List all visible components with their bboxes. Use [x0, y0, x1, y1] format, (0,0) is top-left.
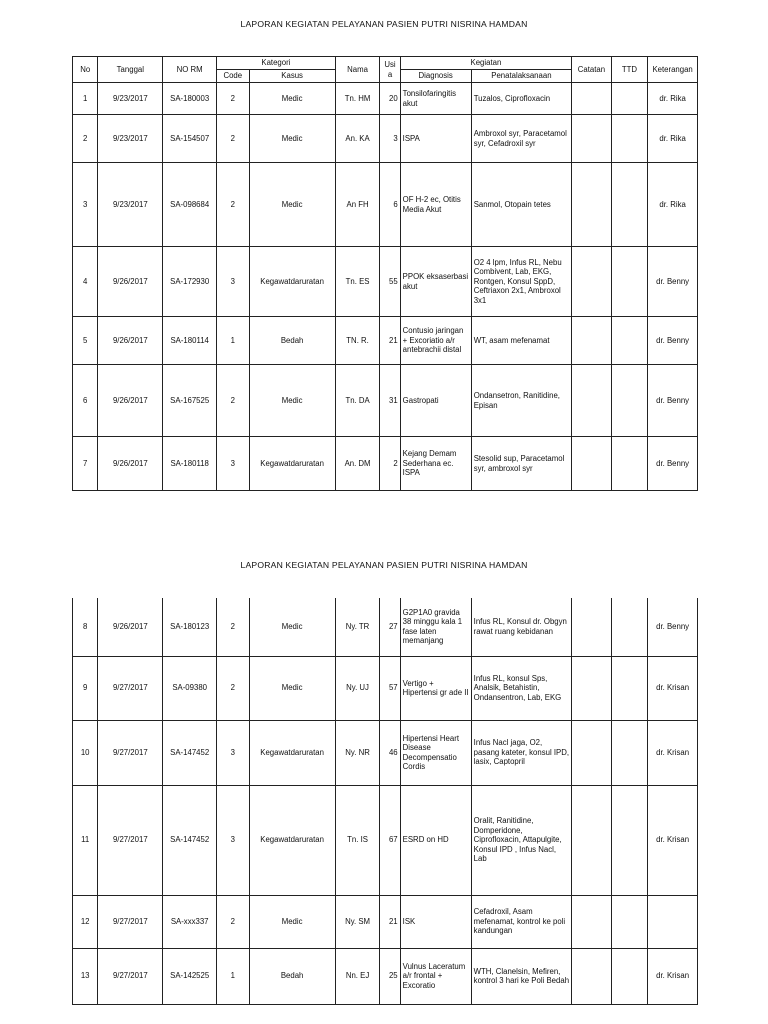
cell-no: 2	[73, 115, 98, 163]
header-kegiatan: Kegiatan	[400, 57, 571, 70]
cell-keterangan: dr. Benny	[648, 365, 698, 437]
report-table	[72, 56, 698, 491]
report-page-1	[0, 0, 768, 478]
cell-penatalaksanaan: Infus RL, Konsul dr. Obgyn rawat ruang kebidanan	[471, 598, 571, 656]
table-row	[73, 163, 698, 247]
header-ttd: TTD	[611, 57, 648, 83]
cell-tanggal: 9/23/2017	[98, 83, 163, 115]
cell-ttd	[611, 247, 648, 317]
cell-penatalaksanaan: Infus Nacl jaga, O2, pasang kateter, konsul IPD, lasix, Captopril	[471, 720, 571, 785]
header-diagnosis: Diagnosis	[400, 70, 471, 83]
cell-keterangan: dr. Krisan	[648, 785, 698, 895]
cell-no-rm: SA-167525	[163, 365, 217, 437]
table-row	[73, 437, 698, 491]
cell-catatan	[572, 365, 612, 437]
cell-catatan	[572, 247, 612, 317]
cell-kasus: Bedah	[249, 317, 335, 365]
cell-diagnosis: ISPA	[400, 115, 471, 163]
cell-tanggal: 9/26/2017	[98, 598, 163, 656]
cell-ttd	[611, 948, 648, 1004]
cell-usia: 2	[380, 437, 400, 491]
header-no: No	[73, 57, 98, 83]
cell-no-rm: SA-180123	[163, 598, 217, 656]
table-row	[73, 895, 698, 948]
table-row	[73, 656, 698, 720]
cell-tanggal: 9/26/2017	[98, 437, 163, 491]
cell-no: 9	[73, 656, 98, 720]
cell-diagnosis: Contusio jaringan + Excoriatio a/r antebrachii distal	[400, 317, 471, 365]
cell-usia: 31	[380, 365, 400, 437]
cell-keterangan: dr. Krisan	[648, 720, 698, 785]
cell-tanggal: 9/26/2017	[98, 365, 163, 437]
cell-catatan	[572, 720, 612, 785]
cell-diagnosis: Vulnus Laceratum a/r frontal + Excoratio	[400, 948, 471, 1004]
cell-no-rm: SA-xxx337	[163, 895, 217, 948]
cell-catatan	[572, 598, 612, 656]
cell-kasus: Kegawatdaruratan	[249, 785, 335, 895]
cell-diagnosis: Hipertensi Heart Disease Decompensatio Cordis	[400, 720, 471, 785]
cell-keterangan: dr. Benny	[648, 247, 698, 317]
cell-catatan	[572, 83, 612, 115]
cell-no: 1	[73, 83, 98, 115]
cell-nama: Nn. EJ	[335, 948, 380, 1004]
table-row	[73, 785, 698, 895]
cell-keterangan: dr. Rika	[648, 83, 698, 115]
cell-keterangan: dr. Benny	[648, 437, 698, 491]
cell-no: 7	[73, 437, 98, 491]
cell-nama: An. KA	[335, 115, 380, 163]
header-kasus: Kasus	[249, 70, 335, 83]
cell-no: 11	[73, 785, 98, 895]
cell-no: 10	[73, 720, 98, 785]
cell-keterangan: dr. Benny	[648, 317, 698, 365]
report-page-2	[0, 550, 768, 990]
cell-tanggal: 9/27/2017	[98, 656, 163, 720]
cell-kasus: Medic	[249, 83, 335, 115]
cell-kasus: Kegawatdaruratan	[249, 720, 335, 785]
cell-usia: 25	[380, 948, 400, 1004]
cell-no: 5	[73, 317, 98, 365]
report-title: LAPORAN KEGIATAN PELAYANAN PASIEN PUTRI NISRINA HAMDAN	[240, 19, 528, 29]
cell-diagnosis: Tonsilofaringitis akut	[400, 83, 471, 115]
cell-code: 2	[217, 895, 249, 948]
cell-kasus: Kegawatdaruratan	[249, 247, 335, 317]
cell-usia: 67	[380, 785, 400, 895]
cell-keterangan: dr. Krisan	[648, 948, 698, 1004]
cell-penatalaksanaan: Cefadroxil, Asam mefenamat, kontrol ke poli kandungan	[471, 895, 571, 948]
cell-code: 1	[217, 948, 249, 1004]
cell-code: 3	[217, 720, 249, 785]
cell-no: 6	[73, 365, 98, 437]
table-row	[73, 365, 698, 437]
cell-catatan	[572, 785, 612, 895]
header-catatan: Catatan	[572, 57, 612, 83]
cell-tanggal: 9/27/2017	[98, 948, 163, 1004]
header-nama: Nama	[335, 57, 380, 83]
cell-diagnosis: Vertigo + Hipertensi gr ade II	[400, 656, 471, 720]
cell-diagnosis: G2P1A0 gravida 38 minggu kala 1 fase laten memanjang	[400, 598, 471, 656]
cell-no-rm: SA-098684	[163, 163, 217, 247]
cell-no-rm: SA-180114	[163, 317, 217, 365]
cell-code: 2	[217, 115, 249, 163]
cell-penatalaksanaan: WT, asam mefenamat	[471, 317, 571, 365]
cell-kasus: Medic	[249, 115, 335, 163]
cell-usia: 21	[380, 895, 400, 948]
cell-tanggal: 9/26/2017	[98, 317, 163, 365]
cell-penatalaksanaan: Stesolid sup, Paracetamol syr, ambroxol syr	[471, 437, 571, 491]
cell-catatan	[572, 317, 612, 365]
cell-ttd	[611, 720, 648, 785]
cell-diagnosis: Gastropati	[400, 365, 471, 437]
cell-ttd	[611, 785, 648, 895]
header-usia: Usia	[380, 57, 400, 83]
cell-kasus: Medic	[249, 895, 335, 948]
cell-penatalaksanaan: O2 4 lpm, Infus RL, Nebu Combivent, Lab, EKG, Rontgen, Konsul SppD, Ceftriaxon 2x1, Ambroxol 3x1	[471, 247, 571, 317]
header-no-rm: NO RM	[163, 57, 217, 83]
cell-no-rm: SA-154507	[163, 115, 217, 163]
cell-penatalaksanaan: Sanmol, Otopain tetes	[471, 163, 571, 247]
table-row	[73, 247, 698, 317]
cell-usia: 46	[380, 720, 400, 785]
cell-code: 3	[217, 437, 249, 491]
cell-diagnosis: ESRD on HD	[400, 785, 471, 895]
cell-ttd	[611, 656, 648, 720]
cell-no-rm: SA-142525	[163, 948, 217, 1004]
cell-keterangan: dr. Rika	[648, 163, 698, 247]
cell-no: 3	[73, 163, 98, 247]
cell-catatan	[572, 895, 612, 948]
cell-catatan	[572, 948, 612, 1004]
cell-nama: An. DM	[335, 437, 380, 491]
cell-code: 2	[217, 598, 249, 656]
cell-usia: 27	[380, 598, 400, 656]
cell-kasus: Medic	[249, 365, 335, 437]
cell-nama: Ny. NR	[335, 720, 380, 785]
cell-kasus: Bedah	[249, 948, 335, 1004]
cell-ttd	[611, 115, 648, 163]
report-table	[72, 598, 698, 1005]
cell-catatan	[572, 437, 612, 491]
header-code: Code	[217, 70, 249, 83]
table-row	[73, 948, 698, 1004]
table-row	[73, 83, 698, 115]
cell-catatan	[572, 163, 612, 247]
cell-kasus: Medic	[249, 656, 335, 720]
cell-usia: 21	[380, 317, 400, 365]
header-keterangan: Keterangan	[648, 57, 698, 83]
header-tanggal: Tanggal	[98, 57, 163, 83]
cell-usia: 20	[380, 83, 400, 115]
table-row	[73, 720, 698, 785]
cell-penatalaksanaan: WTH, Clanelsin, Mefiren, kontrol 3 hari ke Poli Bedah	[471, 948, 571, 1004]
cell-nama: Tn. HM	[335, 83, 380, 115]
cell-diagnosis: OF H-2 ec, Otitis Media Akut	[400, 163, 471, 247]
cell-catatan	[572, 115, 612, 163]
cell-ttd	[611, 317, 648, 365]
cell-diagnosis: ISK	[400, 895, 471, 948]
cell-kasus: Medic	[249, 163, 335, 247]
table-row	[73, 115, 698, 163]
cell-code: 2	[217, 83, 249, 115]
cell-ttd	[611, 365, 648, 437]
cell-no: 8	[73, 598, 98, 656]
cell-nama: TN. R.	[335, 317, 380, 365]
cell-ttd	[611, 895, 648, 948]
cell-no-rm: SA-147452	[163, 785, 217, 895]
table-body	[73, 598, 698, 1004]
table-row	[73, 598, 698, 656]
cell-kasus: Kegawatdaruratan	[249, 437, 335, 491]
cell-ttd	[611, 163, 648, 247]
cell-nama: Tn. IS	[335, 785, 380, 895]
cell-code: 2	[217, 656, 249, 720]
cell-ttd	[611, 437, 648, 491]
cell-code: 2	[217, 163, 249, 247]
cell-kasus: Medic	[249, 598, 335, 656]
cell-diagnosis: Kejang Demam Sederhana ec. ISPA	[400, 437, 471, 491]
cell-catatan	[572, 656, 612, 720]
cell-nama: Ny. UJ	[335, 656, 380, 720]
cell-penatalaksanaan: Tuzalos, Ciprofloxacin	[471, 83, 571, 115]
cell-nama: Tn. DA	[335, 365, 380, 437]
cell-usia: 55	[380, 247, 400, 317]
header-kategori: Kategori	[217, 57, 336, 70]
table-row	[73, 317, 698, 365]
header-penatalaksanaan: Penatalaksanaan	[471, 70, 571, 83]
cell-nama: An FH	[335, 163, 380, 247]
cell-no-rm: SA-180118	[163, 437, 217, 491]
cell-nama: Ny. TR	[335, 598, 380, 656]
cell-tanggal: 9/23/2017	[98, 115, 163, 163]
table-body	[73, 83, 698, 491]
report-title: LAPORAN KEGIATAN PELAYANAN PASIEN PUTRI NISRINA HAMDAN	[240, 560, 528, 570]
cell-keterangan: dr. Benny	[648, 598, 698, 656]
cell-keterangan	[648, 895, 698, 948]
cell-tanggal: 9/26/2017	[98, 247, 163, 317]
cell-nama: Ny. SM	[335, 895, 380, 948]
cell-usia: 6	[380, 163, 400, 247]
cell-nama: Tn. ES	[335, 247, 380, 317]
cell-penatalaksanaan: Ondansetron, Ranitidine, Episan	[471, 365, 571, 437]
cell-tanggal: 9/23/2017	[98, 163, 163, 247]
cell-ttd	[611, 83, 648, 115]
cell-no-rm: SA-172930	[163, 247, 217, 317]
cell-tanggal: 9/27/2017	[98, 720, 163, 785]
cell-no-rm: SA-09380	[163, 656, 217, 720]
cell-penatalaksanaan: Infus RL, konsul Sps, Analsik, Betahistin, Ondansentron, Lab, EKG	[471, 656, 571, 720]
cell-keterangan: dr. Rika	[648, 115, 698, 163]
cell-ttd	[611, 598, 648, 656]
cell-usia: 3	[380, 115, 400, 163]
cell-code: 3	[217, 247, 249, 317]
cell-penatalaksanaan: Ambroxol syr, Paracetamol syr, Cefadroxil syr	[471, 115, 571, 163]
cell-code: 1	[217, 317, 249, 365]
cell-usia: 57	[380, 656, 400, 720]
cell-no-rm: SA-147452	[163, 720, 217, 785]
cell-no: 12	[73, 895, 98, 948]
cell-no-rm: SA-180003	[163, 83, 217, 115]
cell-code: 3	[217, 785, 249, 895]
cell-no: 4	[73, 247, 98, 317]
cell-tanggal: 9/27/2017	[98, 895, 163, 948]
cell-diagnosis: PPOK eksaserbasi akut	[400, 247, 471, 317]
cell-no: 13	[73, 948, 98, 1004]
cell-penatalaksanaan: Oralit, Ranitidine, Domperidone, Ciprofloxacin, Attapulgite, Konsul IPD , Infus Nacl, Lab	[471, 785, 571, 895]
cell-code: 2	[217, 365, 249, 437]
cell-tanggal: 9/27/2017	[98, 785, 163, 895]
cell-keterangan: dr. Krisan	[648, 656, 698, 720]
